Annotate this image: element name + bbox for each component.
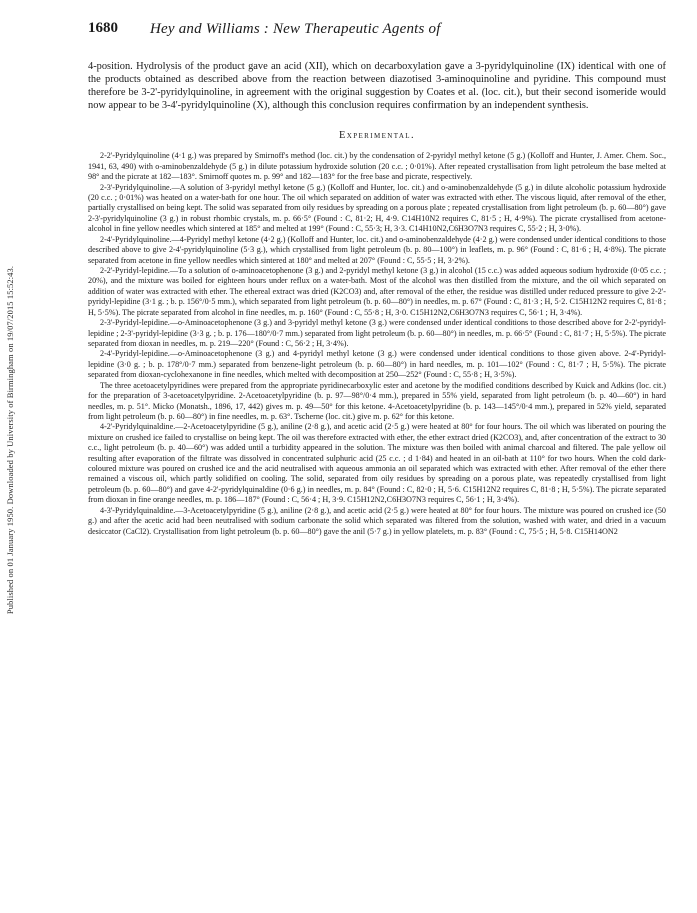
journal-page	[88, 18, 666, 537]
section-heading: Experimental.	[339, 130, 415, 142]
paragraph: 4-3'-Pyridylquinaldine.—3-Acetoacetylpyridine (5 g.), aniline (2·8 g.), and acetic acid (2·5 g.) were heated at 80° for four hours. The mixture was poured on crushed ice (50 g.) and after the acetic acid had been neutralised with sodium carbonate the solid which separated was filtered from the solution, washed with water, and dried in a vacuum desiccator (CaCl2). Crystallisation from light petroleum (b. p. 60—80°) gave the anil (5·7 g.) in yellow platelets, m. p. 83° (Found : C, 75·5 ; H, 5·8. C15H14ON2	[88, 505, 666, 536]
paragraph: The three acetoacetylpyridines were prepared from the appropriate pyridinecarboxylic ester and acetone by the modified conditions described by Kuick and Adkins (loc. cit.) for the preparation of 3-acetoacetylpyridine. 2-Acetoacetylpyridine (b. p. 97—98°/0·4 mm.), prepared in 55% yield, separated from light petroleum (b. p. 40—60°) in hard needles, m. p. 51°. Micko (Monatsh., 1896, 17, 442) gives m. p. 49—50° for this ketone. 4-Acetoacetylpyridine (b. p. 143—145°/0·4 mm.), prepared in 52% yield, separated from light petroleum (b. p. 60—80°) in fine needles, m. p. 63°. Tscherne (loc. cit.) give m. p. 62° for this ketone.	[88, 380, 666, 421]
download-watermark	[0, 160, 20, 720]
paragraph: 2-2'-Pyridyl-lepidine.—To a solution of o-aminoacetophenone (3 g.) and 2-pyridyl methyl ketone (3 g.) in alcohol (15 c.c.) was added aqueous sodium hydroxide (0·05 c.c. ; 20%), and the mixture was boiled for eighteen hours under reflux on a water-bath. Most of the alcohol was then distilled from the mixture, and the oil which separated on addition of water was extracted with ether. The ethereal extract was dried (K2CO3) and, after removal of the ether, the residue was distilled under reduced pressure to give 2-2'-pyridyl-lepidine (3·1 g. ; b. p. 156°/0·5 mm.), which separated from light petroleum (b. p. 60—80°) in needles, m. p. 67° (Found : C, 81·3 ; H, 5·2. C15H12N2 requires C, 81·8 ; H, 5·5%). The picrate separated from alcohol in fine needles, m. p. 160° (Found : C, 55·8 ; H, 3·0. C15H12N2,C6H3O7N3 requires C, 56·1 ; H, 3·4%).	[88, 266, 666, 317]
paragraph: 2-4'-Pyridyl-lepidine.—o-Aminoacetophenone (3 g.) and 4-pyridyl methyl ketone (3 g.) were condensed under identical conditions to those given above. 2-4'-Pyridyl-lepidine (3·0 g. ; b. p. 178°/0·7 mm.) separated from benzene-light petroleum (b. p. 60—80°) in hard needles, m. p. 101—102° (Found : C, 81·7 ; H, 5·5%). The picrate separated from dioxan-cyclohexanone in fine needles, which melted with decomposition at 250—252° (Found : C, 55·8 ; H, 3·5%).	[88, 349, 666, 380]
paragraph: 4-2'-Pyridylquinaldine.—2-Acetoacetylpyridine (5 g.), aniline (2·8 g.), and acetic acid (2·5 g.) were heated at 80° for four hours. The oil which was liberated on pouring the mixture on crushed ice failed to crystallise on being kept. The oil was therefore extracted with ether, the ether extract dried (K2CO3), and, after concentration of the extract to 30 c.c., light petroleum (b. p. 40—60°) was added until a turbidity appeared in the solution. The mixture was then boiled with animal charcoal and filtered. The pale yellow oil resulting after evaporation of the filtrate was dissolved in concentrated sulphuric acid (25 c.c. ; d 1·84) and heated in an oil-bath at 110° for two hours. When the cold dark-coloured mixture was poured on crushed ice and the acid neutralised with aqueous ammonia an oil separated which was extracted with ether. After removal of the ether there remained a viscous oil, which partly solidified on cooling. The solid, separated from oily residues by spreading on a porous plate, was repeatedly crystallised from light petroleum (b. p. 60—80°) and gave 4-2'-pyridylquinaldine (0·6 g.) in needles, m. p. 84° (Found : C, 82·0 ; H, 5·6. C15H12N2 requires C, 81·8 ; H, 5·5%). The picrate separated from dioxan in fine orange needles, m. p. 186—187° (Found : C, 56·4 ; H, 3·9. C15H12N2,C6H3O7N3 requires C, 56·1 ; H, 3·4%).	[88, 422, 666, 505]
intro-text	[88, 60, 666, 112]
download-notice: Published on 01 January 1950. Downloaded by University of Birmingham on 19/07/2015 15:52:43.	[5, 265, 15, 615]
paragraph: 2-2'-Pyridylquinoline (4·1 g.) was prepared by Smirnoff's method (loc. cit.) by the condensation of 2-pyridyl methyl ketone (5 g.) (Kolloff and Hunter, J. Amer. Chem. Soc., 1941, 63, 490) with o-aminobenzaldehyde (5 g.) in dilute potassium hydroxide solution (20 c.c. ; 0·01%). After repeated crystallisation from light petroleum the base melted at 98° and the picrate at 182—183°. Smirnoff quotes m. p. 99° and 182—183° for the free base and picrate, respectively.	[88, 151, 666, 182]
paragraph: 2-3'-Pyridyl-lepidine.—o-Aminoacetophenone (3 g.) and 3-pyridyl methyl ketone (3 g.) were condensed under identical conditions to those described above for 2-2'-pyridyl-lepidine ; 2-3'-pyridyl-lepidine (3·3 g. ; b. p. 176—180°/0·7 mm.) separated from light petroleum (b. p. 60—80°) in needles, m. p. 66·5° (Found : C, 81·7 ; H, 5·5%). The picrate separated from dioxan in needles, m. p. 219—220° (Found : C, 56·2 ; H, 3·4%).	[88, 318, 666, 348]
experimental-body	[88, 151, 666, 537]
paragraph: 2-4'-Pyridylquinoline.—4-Pyridyl methyl ketone (4·2 g.) (Kolloff and Hunter, loc. cit.) and o-aminobenzaldehyde (4·2 g.) were condensed under identical conditions to those described above to give 2-4'-pyridylquinoline (5·3 g.), which crystallised from light petroleum (b. p. 80—100°) in leaflets, m. p. 96° (Found : C, 81·6 ; H, 4·8%). The picrate separated from acetone in fine yellow needles which sintered at 180° and melted at 207° (Found : C, 55·5 ; H, 3·2%).	[88, 234, 666, 265]
paragraph: 2-3'-Pyridylquinoline.—A solution of 3-pyridyl methyl ketone (5 g.) (Kolloff and Hunter, loc. cit.) and o-aminobenzaldehyde (5 g.) in dilute alcoholic potassium hydroxide (20 c.c. ; 0·01%) was heated on a water-bath for one hour. The oil which separated on addition of water was extracted with ether. The viscous liquid, after removal of the ether, partially crystallised on being kept. The solid was separated from oily residues by spreading on a porous plate ; repeated crystallisation from light petroleum (b. p. 60—80°) gave 2-3'-pyridylquinoline (3 g.) in robust rhombic crystals, m. p. 66·5° (Found : C, 81·2; H, 4·9. C14H10N2 requires C, 81·5 ; H, 4·9%). The picrate crystallised from acetone-alcohol in fine yellow needles which sintered at 185° and melted at 199° (Found : C, 55·3; H, 3·3. C14H10N2,C6H3O7N3 requires C, 55·2 ; H, 3·0%).	[88, 182, 666, 234]
page-header	[88, 18, 666, 44]
running-title: Hey and Williams : New Therapeutic Agents of	[150, 21, 441, 37]
page-number: 1680	[88, 20, 118, 36]
intro-paragraph: 4-position. Hydrolysis of the product gave an acid (XII), which on decarboxylation gave a 3-pyridylquinoline (IX) identical with one of the products obtained as described above from the reaction between diazotised 3-aminoquinoline and pyridine. This compound must therefore be 3-2'-pyridylquinoline, in agreement with the original suggestion by Coates et al. (loc. cit.), but their second isomeride would now appear to be 3-4'-pyridylquinoline (X), although this conclusion requires confirmation by an independent synthesis.	[88, 61, 666, 112]
